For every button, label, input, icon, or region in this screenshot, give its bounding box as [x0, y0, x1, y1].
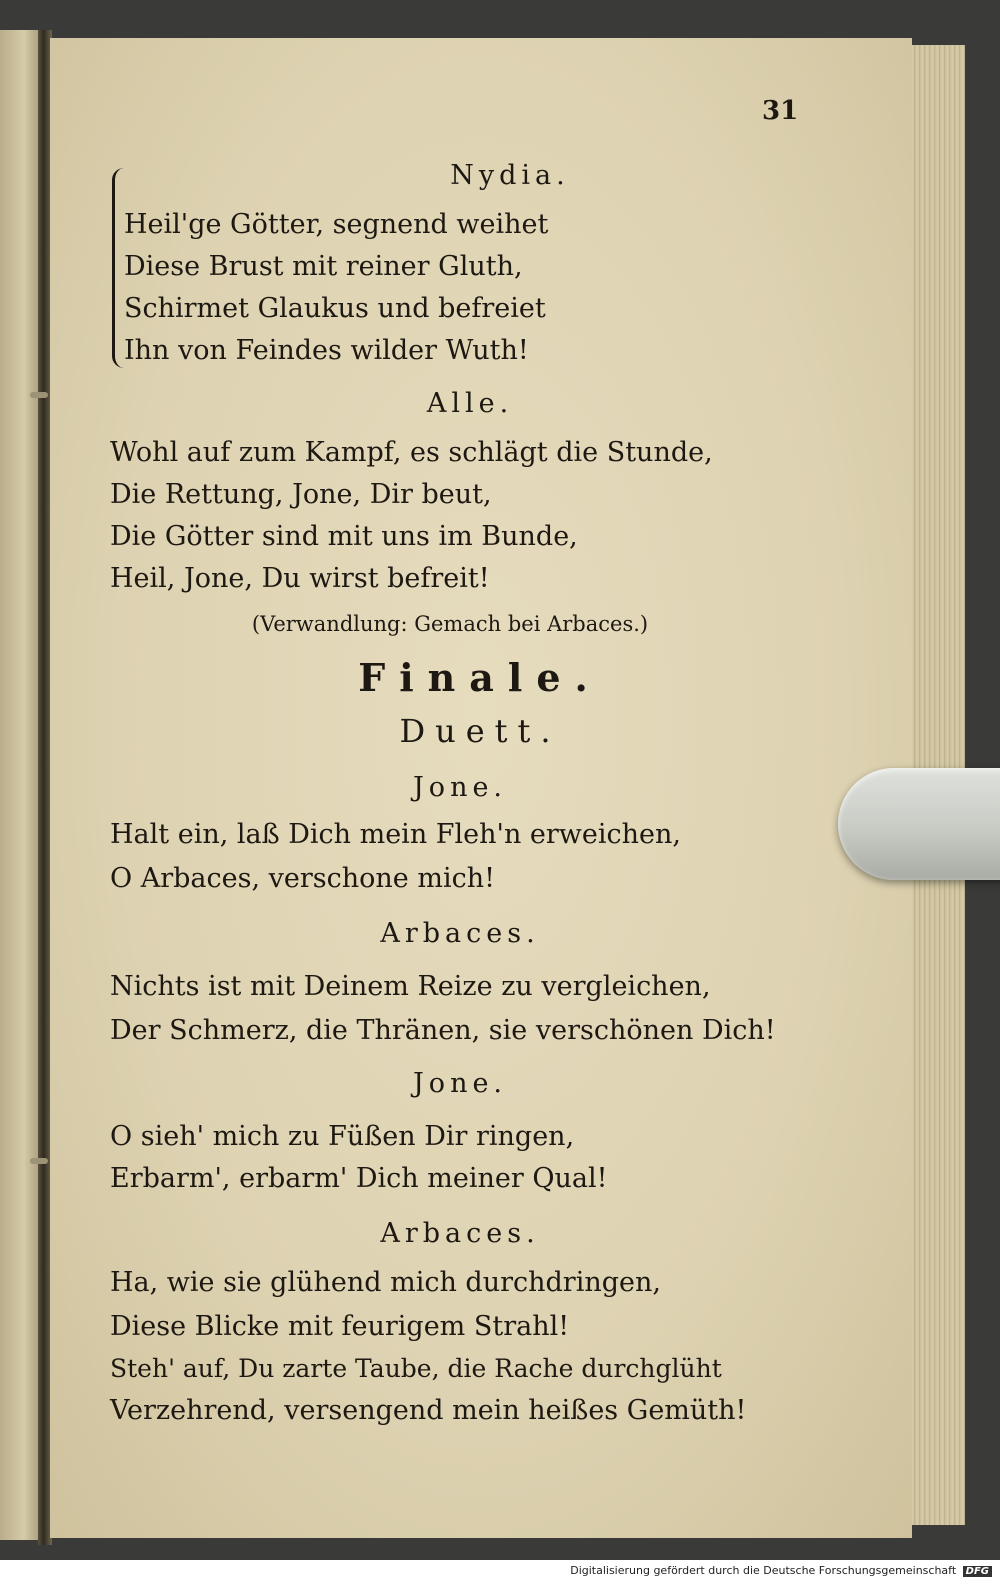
speaker-nydia: Nydia.: [450, 160, 570, 191]
finale-heading: Finale.: [358, 655, 602, 700]
verse-line: Diese Brust mit reiner Gluth,: [124, 251, 523, 282]
verse-line: Heil'ge Götter, segnend weihet: [124, 209, 549, 240]
verse-line: Die Rettung, Jone, Dir beut,: [110, 479, 492, 510]
stage-direction: (Verwandlung: Gemach bei Arbaces.): [251, 612, 649, 636]
speaker-jone: Jone.: [412, 1068, 508, 1099]
verse-line: O Arbaces, verschone mich!: [110, 863, 495, 894]
verse-line: Verzehrend, versengend mein heißes Gemüth!: [110, 1395, 747, 1426]
verse-line: Ihn von Feindes wilder Wuth!: [124, 335, 529, 366]
verse-line: Erbarm', erbarm' Dich meiner Qual!: [110, 1163, 608, 1194]
page-number: 31: [762, 96, 799, 126]
dfg-logo: DFG: [963, 1566, 992, 1577]
verse-line: Heil, Jone, Du wirst befreit!: [110, 563, 490, 594]
verse-line: Steh' auf, Du zarte Taube, die Rache durchglüht: [110, 1354, 722, 1383]
verse-line: Diese Blicke mit feurigem Strahl!: [110, 1311, 570, 1342]
verse-line: Schirmet Glaukus und befreiet: [124, 293, 546, 324]
speaker-arbaces: Arbaces.: [380, 918, 540, 949]
duett-heading: Duett.: [399, 712, 561, 750]
verse-line: Wohl auf zum Kampf, es schlägt die Stunde,: [110, 437, 713, 468]
speaker-jone: Jone.: [412, 772, 508, 803]
verse-line: Der Schmerz, die Thränen, sie verschönen Dich!: [110, 1015, 776, 1046]
digitization-credit: [570, 1564, 992, 1577]
verse-line: Halt ein, laß Dich mein Fleh'n erweichen,: [110, 819, 681, 850]
speaker-arbaces: Arbaces.: [380, 1218, 540, 1249]
verse-line: Nichts ist mit Deinem Reize zu vergleichen,: [110, 971, 711, 1002]
credit-text: Digitalisierung gefördert durch die Deutsche Forschungsgemeinschaft: [570, 1564, 957, 1577]
verse-line: O sieh' mich zu Füßen Dir ringen,: [110, 1121, 575, 1152]
speaker-alle: Alle.: [426, 388, 514, 419]
verse-line: Die Götter sind mit uns im Bunde,: [110, 521, 578, 552]
verse-line: Ha, wie sie glühend mich durchdringen,: [110, 1267, 661, 1298]
